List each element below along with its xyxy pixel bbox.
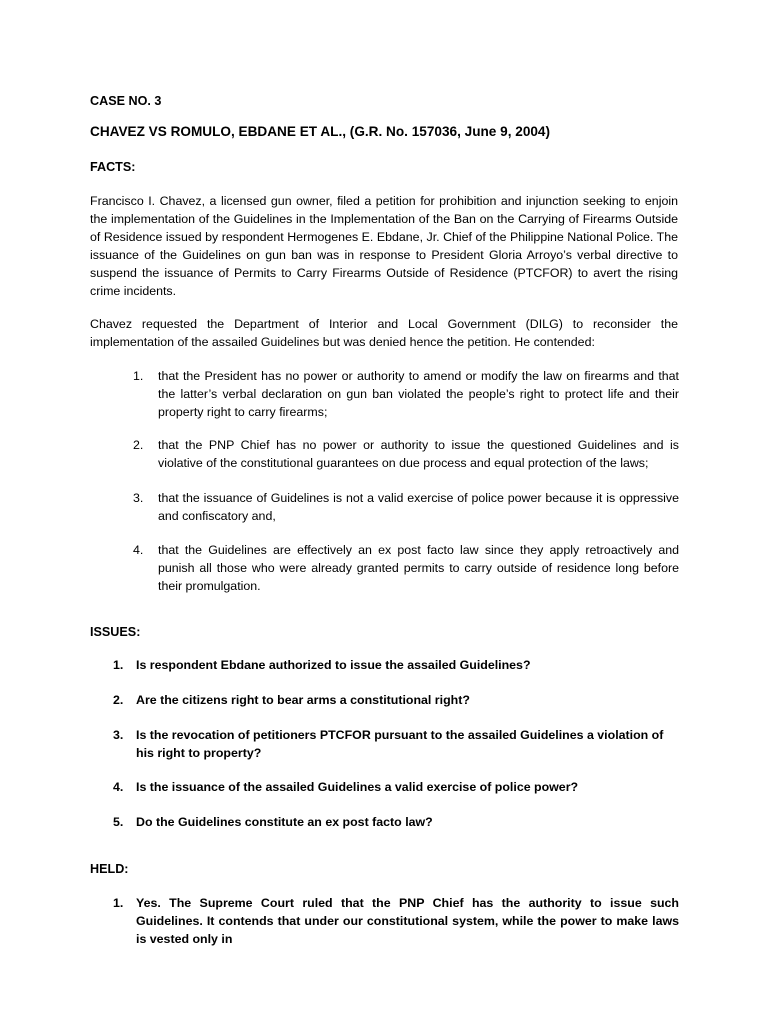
issue-text: Is the issuance of the assailed Guidelines a valid exercise of police power? [136,780,579,794]
held-number: 1. [113,896,124,910]
case-number: CASE NO. 3 [90,94,162,108]
contention-text: that the issuance of Guidelines is not a valid exercise of police power because it is oppressive and confiscatory and, [158,491,679,523]
issue-number: 4. [113,780,124,794]
contention-item [133,436,679,472]
issue-number: 3. [113,728,124,742]
issue-number: 5. [113,815,124,829]
issue-number: 2. [113,693,124,707]
contention-text: that the President has no power or authority to amend or modify the law on firearms and that the latter’s verbal declaration on gun ban violated the people’s right to protect life and their property right to carry firearms; [158,369,679,419]
contention-number: 3. [133,491,144,505]
issue-text: Is the revocation of petitioners PTCFOR pursuant to the assailed Guidelines a violation of his right to property? [136,728,664,760]
issue-item [113,813,679,831]
issue-item [113,726,679,762]
contention-number: 2. [133,438,144,452]
case-title: CHAVEZ VS ROMULO, EBDANE ET AL., (G.R. No. 157036, June 9, 2004) [90,124,551,139]
contention-item [133,541,679,595]
contention-item [133,367,679,421]
contention-text: that the Guidelines are effectively an ex post facto law since they apply retroactively and punish all those who were already granted permits to carry outside of residence long before their promulgation. [158,543,679,593]
contention-number: 1. [133,369,144,383]
issue-item [113,691,679,709]
held-item [113,894,679,948]
issue-text: Are the citizens right to bear arms a constitutional right? [136,693,470,707]
issue-item [113,778,679,796]
issues-heading: ISSUES: [90,625,141,639]
facts-paragraph-1: Francisco I. Chavez, a licensed gun owner, filed a petition for prohibition and injunction seeking to enjoin the implementation of the Guidelines in the Implementation of the Ban on the Carrying of Firearms Outside of Residence issued by respondent Hermogenes E. Ebdane, Jr. Chief of the Philippine National Police. The issuance of the Guidelines on gun ban was in response to President Gloria Arroyo’s verbal directive to suspend the issuance of Permits to Carry Firearms Outside of Residence (PTCFOR) to avert the rising crime incidents. [90,194,678,298]
contention-number: 4. [133,543,144,557]
contention-item [133,489,679,525]
held-text: Yes. The Supreme Court ruled that the PNP Chief has the authority to issue such Guidelines. It contends that under our constitutional system, while the power to make laws is vested only in [136,896,679,946]
issue-text: Do the Guidelines constitute an ex post facto law? [136,815,433,829]
facts-paragraph-2: Chavez requested the Department of Interior and Local Government (DILG) to reconsider the implementation of the assailed Guidelines but was denied hence the petition. He contended: [90,317,678,349]
held-heading: HELD: [90,862,129,876]
contention-text: that the PNP Chief has no power or authority to issue the questioned Guidelines and is violative of the constitutional guarantees on due process and equal protection of the laws; [158,438,679,470]
issue-text: Is respondent Ebdane authorized to issue the assailed Guidelines? [136,658,531,672]
facts-heading: FACTS: [90,160,136,174]
issue-item [113,656,679,674]
issue-number: 1. [113,658,124,672]
